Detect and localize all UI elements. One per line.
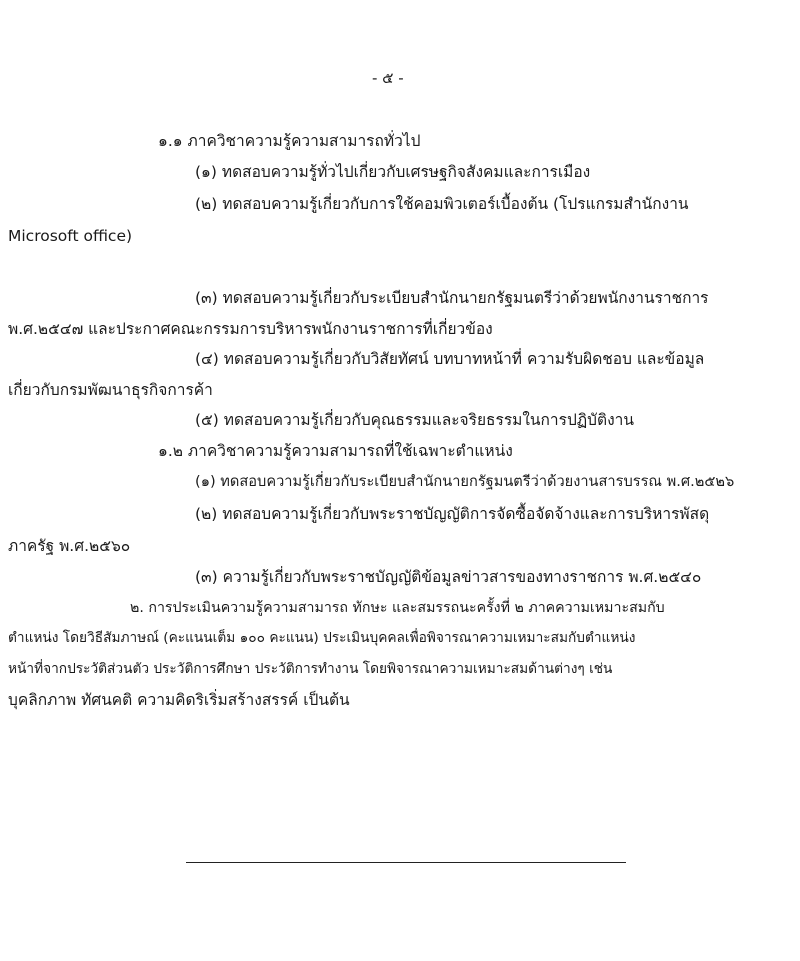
section-2-line-4: บุคลิกภาพ ทัศนคติ ความคิดริเริ่มสร้างสรรค์ เป็นต้น: [8, 691, 350, 709]
section-2-line-3: หน้าที่จากประวัติส่วนตัว ประวัติการศึกษา ประวัติการทำงาน โดยพิจารณาความเหมาะสมด้านต่างๆ เช่น: [8, 661, 613, 677]
item-1-1-3-cont: พ.ศ.๒๕๔๗ และประกาศคณะกรรมการบริหารพนักงานราชการที่เกี่ยวข้อง: [8, 320, 493, 338]
horizontal-rule: [186, 862, 626, 863]
page-number: - ๕ -: [372, 69, 404, 87]
item-1-2-3: (๓) ความรู้เกี่ยวกับพระราชบัญญัติข้อมูลข่าวสารของทางราชการ พ.ศ.๒๕๔๐: [195, 568, 702, 586]
item-1-1-3: (๓) ทดสอบความรู้เกี่ยวกับระเบียบสำนักนายกรัฐมนตรีว่าด้วยพนักงานราชการ: [195, 289, 709, 307]
item-1-1-5: (๕) ทดสอบความรู้เกี่ยวกับคุณธรรมและจริยธรรมในการปฏิบัติงาน: [195, 411, 634, 429]
item-1-2-2: (๒) ทดสอบความรู้เกี่ยวกับพระราชบัญญัติการจัดซื้อจัดจ้างและการบริหารพัสดุ: [195, 505, 710, 523]
section-2-paragraph: ๒. การประเมินความรู้ความสามารถ ทักษะ และสมรรถนะครั้งที่ ๒ ภาคความเหมาะสมกับ: [130, 600, 665, 616]
item-1-2-2-cont: ภาครัฐ พ.ศ.๒๕๖๐: [8, 537, 131, 555]
item-1-1-4-cont: เกี่ยวกับกรมพัฒนาธุรกิจการค้า: [8, 381, 213, 399]
item-1-1-1: (๑) ทดสอบความรู้ทั่วไปเกี่ยวกับเศรษฐกิจสังคมและการเมือง: [195, 163, 591, 181]
item-1-1-2-cont: Microsoft office): [8, 227, 133, 245]
section-2-line-2: ตำแหน่ง โดยวิธีสัมภาษณ์ (คะแนนเต็ม ๑๐๐ คะแนน) ประเมินบุคคลเพื่อพิจารณาความเหมาะสมกับตำแหน่ง: [8, 630, 636, 646]
item-1-1-2: (๒) ทดสอบความรู้เกี่ยวกับการใช้คอมพิวเตอร์เบื้องต้น (โปรแกรมสำนักงาน: [195, 195, 689, 213]
section-1-2-heading: ๑.๒ ภาควิชาความรู้ความสามารถที่ใช้เฉพาะตำแหน่ง: [158, 442, 513, 460]
item-1-2-1: (๑) ทดสอบความรู้เกี่ยวกับระเบียบสำนักนายกรัฐมนตรีว่าด้วยงานสารบรรณ พ.ศ.๒๕๒๖: [195, 473, 735, 490]
section-1-1-heading: ๑.๑ ภาควิชาความรู้ความสามารถทั่วไป: [158, 132, 421, 150]
item-1-1-4: (๔) ทดสอบความรู้เกี่ยวกับวิสัยทัศน์ บทบาทหน้าที่ ความรับผิดชอบ และข้อมูล: [195, 350, 705, 368]
